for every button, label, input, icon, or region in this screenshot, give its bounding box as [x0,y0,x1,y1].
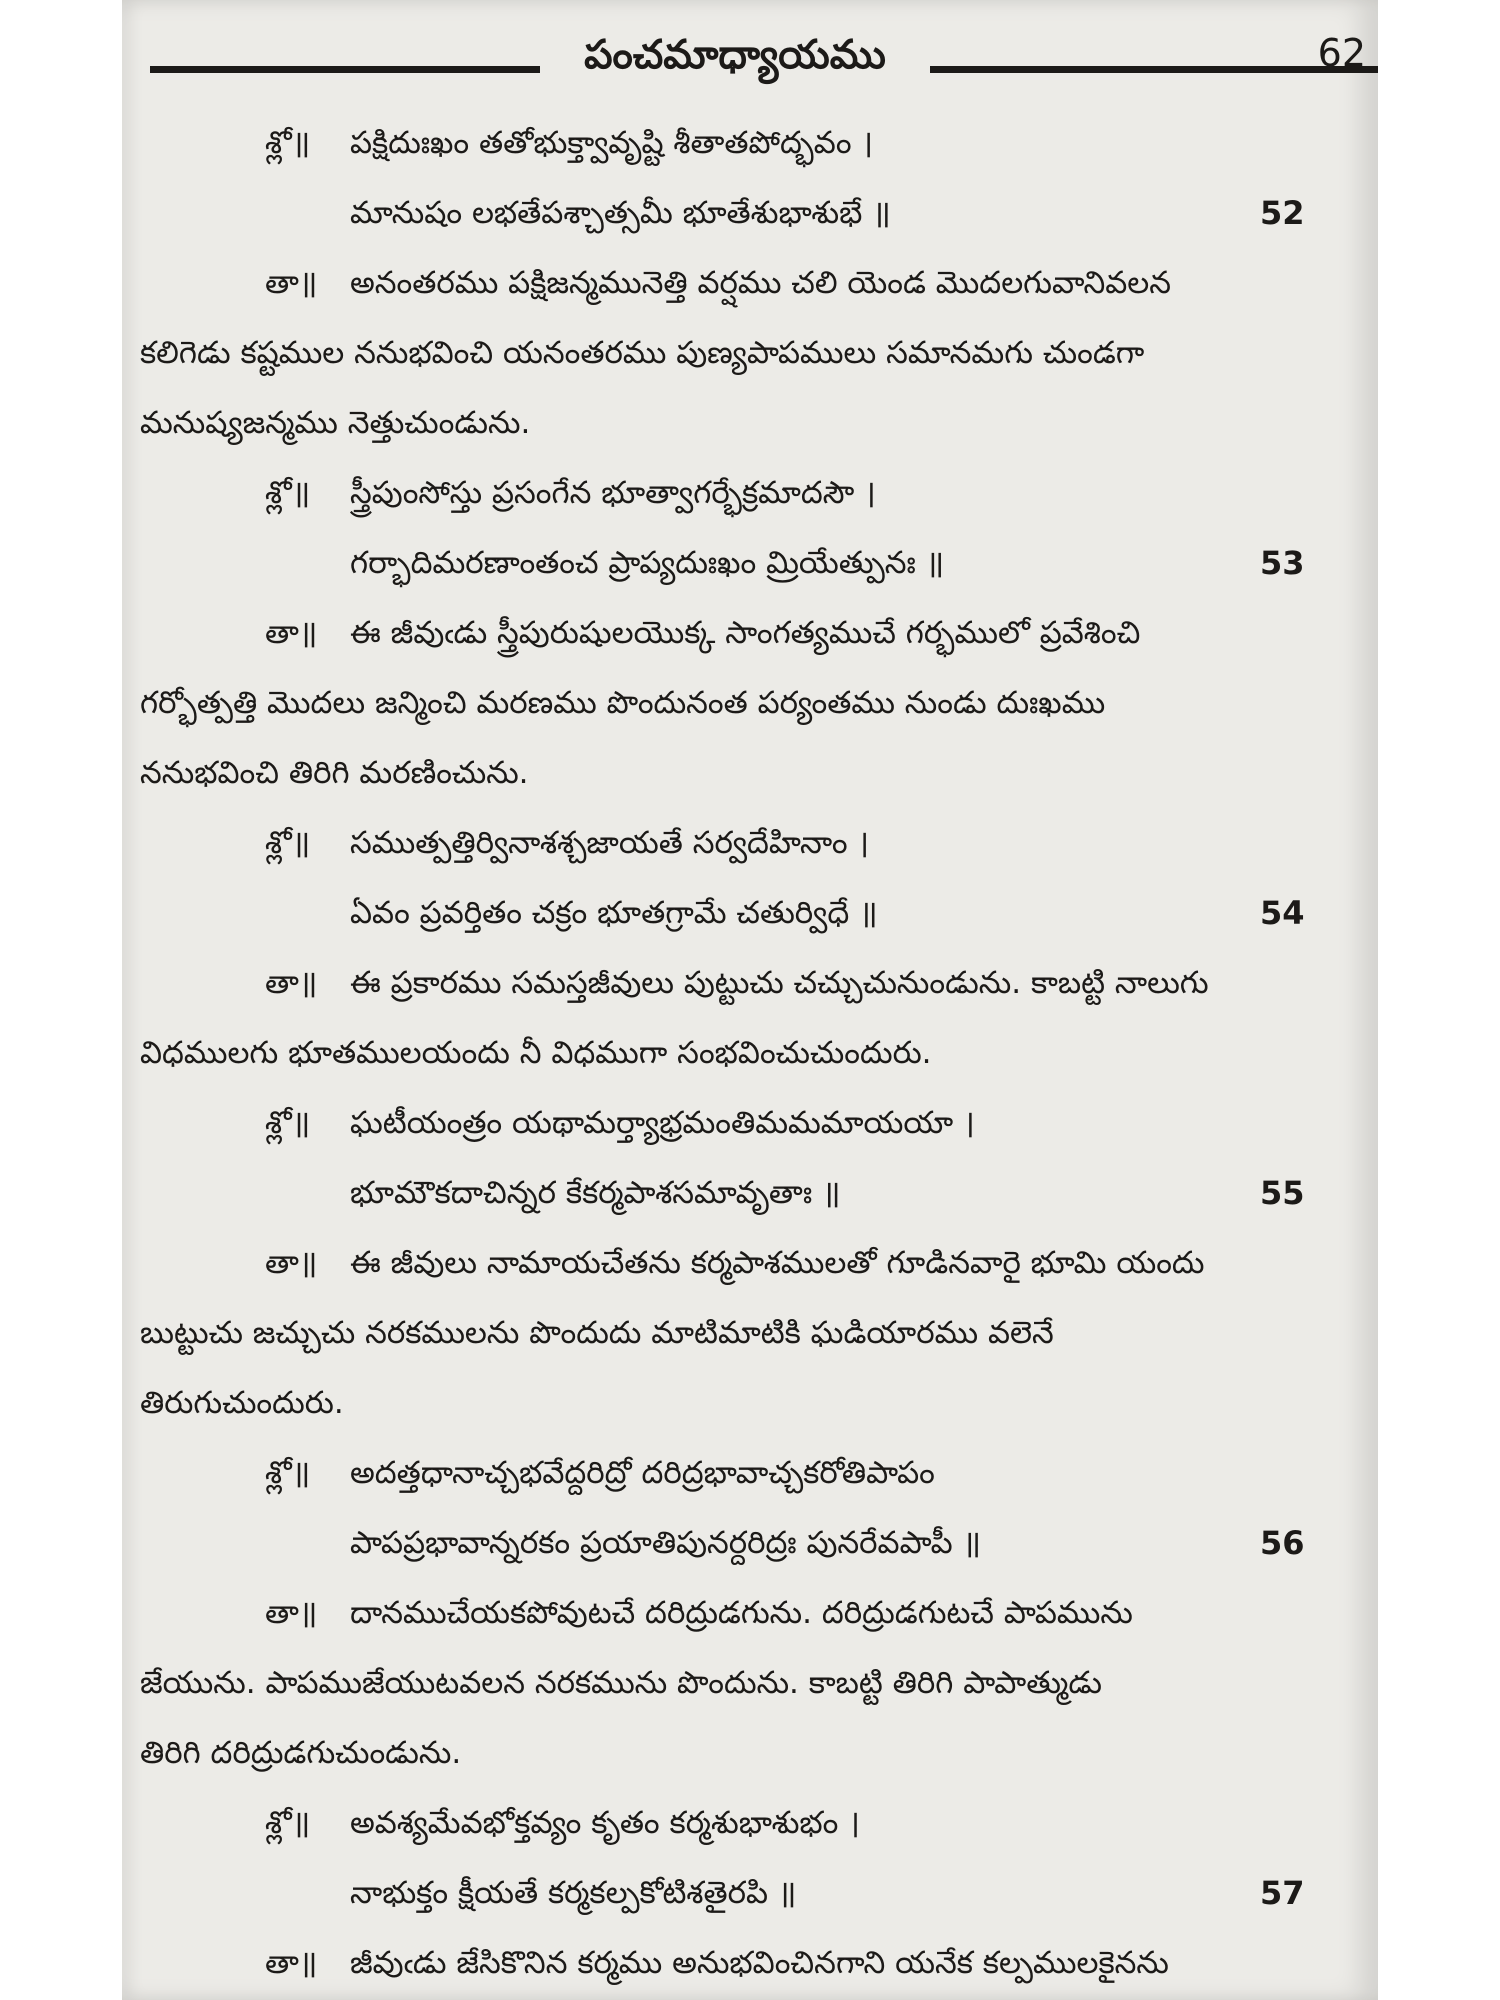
meaning-block [140,1928,1372,1998]
meaning-line: విధములగు భూతములయందు నీ విధముగా సంభవించుచుందురు. [140,1035,932,1071]
verse-block [140,1788,1372,1928]
meaning-mark: తా॥ [265,615,318,651]
verse-line: పాపప్రభావాన్నరకం ప్రయాతిపునర్దరిద్రః పునరేవపాపీ ॥ [350,1525,982,1561]
meaning-line: మనుష్యజన్మము నెత్తుచుండును. [140,405,531,441]
verse-block [140,1438,1372,1578]
page-content [140,108,1372,1998]
meaning-line: దానముచేయకపోవుటచే దరిద్రుడగును. దరిద్రుడగుటచే పాపమును [350,1595,1133,1631]
meaning-line: బుట్టుచు జచ్చుచు నరకములను పొందుదు మాటిమాటికి ఘడియారము వలెనే [140,1315,1054,1351]
verse-block [140,808,1372,948]
meaning-line: కలిగెడు కష్టముల ననుభవించి యనంతరము పుణ్యపాపములు సమానమగు చుండగా [140,335,1145,371]
verse-number: 56 [1260,1524,1305,1562]
meaning-line: జీవుఁడు జేసికొనిన కర్మము అనుభవించినగాని యనేక కల్పములకైనను [350,1945,1169,1981]
chapter-title: పంచమాధ్యాయము [584,32,886,78]
verse-line: నాభుక్తం క్షీయతే కర్మకల్పకోటిశతైరపి ॥ [350,1875,797,1911]
page-header [150,30,1380,80]
meaning-mark: తా॥ [265,1245,318,1281]
verse-line: స్త్రీపుంసోస్తు ప్రసంగేన భూత్వాగర్భేక్రమాదసౌ । [350,475,876,511]
header-rule-right [930,66,1378,73]
meaning-line: గర్భోత్పత్తి మొదలు జన్మించి మరణము పొందునంత పర్యంతము నుండు దుఃఖము [140,685,1106,721]
verse-line: పక్షిదుఃఖం తతోభుక్త్వావృష్టి శీతాతపోద్భవం । [350,125,874,161]
verse-number: 55 [1260,1174,1305,1212]
verse-mark: శ్లో॥ [265,825,311,861]
meaning-line: ఈ ప్రకారము సమస్తజీవులు పుట్టుచు చచ్చుచునుండును. కాబట్టి నాలుగు [350,965,1209,1001]
verse-line: ఘటీయంత్రం యథామర్త్యాభ్రమంతిమమమాయయా । [350,1105,975,1141]
meaning-block [140,1578,1372,1788]
verse-number: 52 [1260,194,1305,232]
verse-line: మానుషం లభతేపశ్చాత్సమీ భూతేశుభాశుభే ॥ [350,195,891,231]
verse-line: అవశ్యమేవభోక్తవ్యం కృతం కర్మశుభాశుభం । [350,1805,860,1841]
meaning-mark: తా॥ [265,265,318,301]
meaning-mark: తా॥ [265,965,318,1001]
meaning-mark: తా॥ [265,1595,318,1631]
verse-line: గర్భాదిమరణాంతంచ ప్రాప్యదుఃఖం మ్రియేత్పునః ॥ [350,545,945,581]
meaning-block [140,1228,1372,1438]
verse-block [140,1088,1372,1228]
verse-line: భూమౌకదాచిన్నర కేకర్మపాశసమావృతాః ॥ [350,1175,841,1211]
verse-block [140,458,1372,598]
verse-number: 57 [1260,1874,1305,1912]
verse-number: 53 [1260,544,1305,582]
meaning-mark: తా॥ [265,1945,318,1981]
meaning-block [140,598,1372,808]
meaning-line: తిరుగుచుందురు. [140,1385,344,1421]
verse-mark: శ్లో॥ [265,475,311,511]
verse-line: అదత్తధానాచ్చభవేద్దరిద్రో దరిద్రభావాచ్చకరోతిపాపం [350,1455,935,1491]
meaning-block [140,948,1372,1088]
verse-number: 54 [1260,894,1305,932]
meaning-line: జేయును. పాపముజేయుటవలన నరకమును పొందును. కాబట్టి తిరిగి పాపాత్ముడు [140,1665,1102,1701]
verse-mark: శ్లో॥ [265,1105,311,1141]
verse-mark: శ్లో॥ [265,125,311,161]
header-rule-left [150,66,540,73]
verse-line: ఏవం ప్రవర్తితం చక్రం భూతగ్రామే చతుర్విధే ॥ [350,895,878,931]
meaning-line: ఈ జీవుఁడు స్త్రీపురుషులయొక్క సాంగత్యముచే గర్భములో ప్రవేశించి [350,615,1141,651]
verse-mark: శ్లో॥ [265,1455,311,1491]
meaning-line: తిరిగి దరిద్రుడగుచుండును. [140,1735,462,1771]
verse-line: సముత్పత్తిర్వినాశశ్చజాయతే సర్వదేహినాం । [350,825,870,861]
verse-mark: శ్లో॥ [265,1805,311,1841]
meaning-line: ననుభవించి తిరిగి మరణించును. [140,755,529,791]
meaning-line: అనంతరము పక్షిజన్మమునెత్తి వర్షము చలి యెండ మొదలగువానివలన [350,265,1172,301]
meaning-line: ఈ జీవులు నామాయచేతను కర్మపాశములతో గూడినవారై భూమి యందు [350,1245,1205,1281]
meaning-block [140,248,1372,458]
page-number: 62 [1317,31,1366,75]
verse-block [140,108,1372,248]
